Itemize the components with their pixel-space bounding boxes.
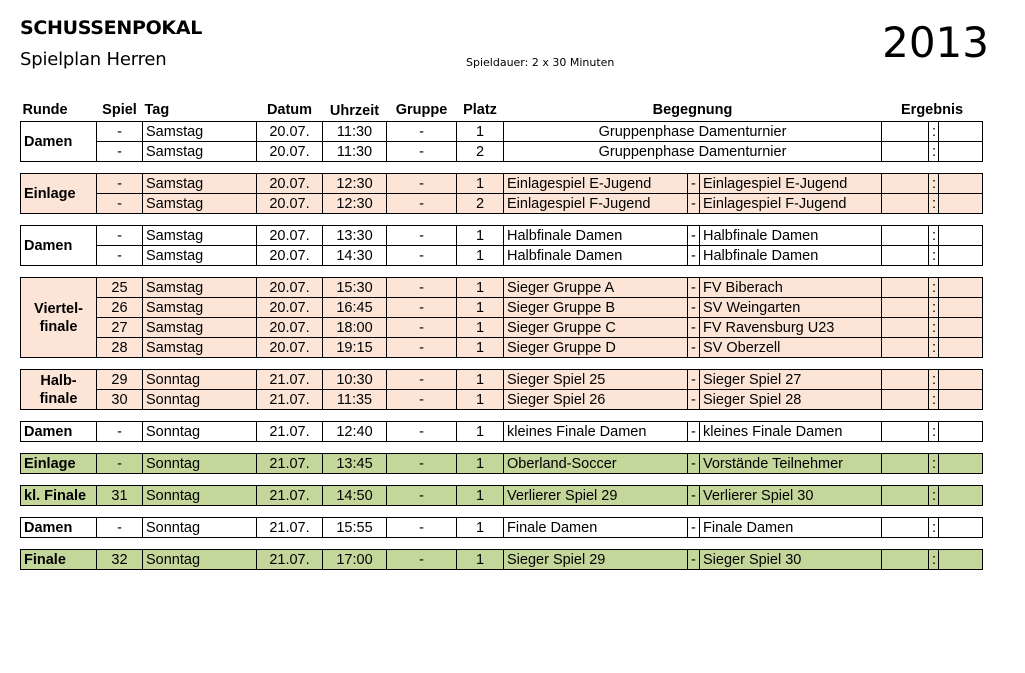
weekday: Sonntag — [143, 390, 257, 410]
spacer-cell — [21, 410, 983, 422]
match-row — [21, 422, 983, 442]
score-home — [882, 298, 929, 318]
weekday: Sonntag — [143, 550, 257, 570]
score-separator: : — [929, 550, 939, 570]
score-away — [939, 122, 983, 142]
score-away — [939, 454, 983, 474]
kickoff-time: 12:30 — [323, 174, 387, 194]
weekday: Sonntag — [143, 486, 257, 506]
fixture-separator: - — [688, 390, 700, 410]
team-away: FV Biberach — [700, 278, 882, 298]
score-separator: : — [929, 370, 939, 390]
game-number: 27 — [97, 318, 143, 338]
fixture-separator: - — [688, 486, 700, 506]
game-number: - — [97, 174, 143, 194]
date: 21.07. — [257, 550, 323, 570]
group: - — [387, 550, 457, 570]
game-number: - — [97, 194, 143, 214]
header-platz: Platz — [463, 101, 497, 118]
kickoff-time: 11:35 — [323, 390, 387, 410]
date: 20.07. — [257, 174, 323, 194]
score-home — [882, 370, 929, 390]
kickoff-time: 11:30 — [323, 122, 387, 142]
date: 20.07. — [257, 142, 323, 162]
game-number: - — [97, 142, 143, 162]
year-label: 2013 — [882, 18, 989, 67]
kickoff-time: 12:40 — [323, 422, 387, 442]
spacer-cell — [21, 442, 983, 454]
match-row — [21, 550, 983, 570]
score-home — [882, 194, 929, 214]
score-away — [939, 226, 983, 246]
date: 20.07. — [257, 246, 323, 266]
match-row — [21, 338, 983, 358]
team-home: Verlierer Spiel 29 — [504, 486, 688, 506]
score-home — [882, 518, 929, 538]
date: 21.07. — [257, 454, 323, 474]
weekday: Sonntag — [143, 370, 257, 390]
fixture-separator: - — [688, 318, 700, 338]
round-label-line: finale — [39, 318, 78, 335]
pitch: 1 — [457, 298, 504, 318]
pitch: 1 — [457, 390, 504, 410]
date: 20.07. — [257, 122, 323, 142]
kickoff-time: 12:30 — [323, 194, 387, 214]
score-home — [882, 246, 929, 266]
team-away: Sieger Spiel 28 — [700, 390, 882, 410]
group: - — [387, 298, 457, 318]
match-row — [21, 278, 983, 298]
match-row — [21, 370, 983, 390]
page-title: SCHUSSENPOKAL — [20, 17, 203, 39]
round-label — [21, 370, 97, 410]
match-row — [21, 454, 983, 474]
match-row — [21, 246, 983, 266]
team-home: Sieger Spiel 25 — [504, 370, 688, 390]
score-home — [882, 422, 929, 442]
fixture-separator: - — [688, 174, 700, 194]
round-label: Einlage — [21, 454, 97, 474]
score-separator: : — [929, 518, 939, 538]
header-row — [21, 98, 983, 122]
match-row — [21, 174, 983, 194]
pitch: 1 — [457, 278, 504, 298]
score-home — [882, 226, 929, 246]
group: - — [387, 338, 457, 358]
kickoff-time: 13:30 — [323, 226, 387, 246]
spacer-cell — [21, 266, 983, 278]
match-row — [21, 194, 983, 214]
date: 21.07. — [257, 390, 323, 410]
team-away: Verlierer Spiel 30 — [700, 486, 882, 506]
score-home — [882, 142, 929, 162]
date: 20.07. — [257, 338, 323, 358]
game-number: - — [97, 454, 143, 474]
kickoff-time: 10:30 — [323, 370, 387, 390]
weekday: Samstag — [143, 298, 257, 318]
pitch: 2 — [457, 142, 504, 162]
team-home: kleines Finale Damen — [504, 422, 688, 442]
weekday: Samstag — [143, 246, 257, 266]
team-away: SV Weingarten — [700, 298, 882, 318]
round-label: kl. Finale — [21, 486, 97, 506]
fixture-separator: - — [688, 338, 700, 358]
pitch: 1 — [457, 338, 504, 358]
score-separator: : — [929, 390, 939, 410]
header-begegnung: Begegnung — [652, 101, 733, 118]
pitch: 1 — [457, 318, 504, 338]
game-number: - — [97, 122, 143, 142]
score-separator: : — [929, 278, 939, 298]
score-home — [882, 390, 929, 410]
team-home: Einlagespiel E-Jugend — [504, 174, 688, 194]
fixture-separator: - — [688, 194, 700, 214]
team-home: Sieger Gruppe C — [504, 318, 688, 338]
pitch: 1 — [457, 422, 504, 442]
round-label-line: finale — [39, 390, 78, 407]
team-away: FV Ravensburg U23 — [700, 318, 882, 338]
score-away — [939, 194, 983, 214]
spacer-row — [21, 266, 983, 278]
date: 21.07. — [257, 518, 323, 538]
score-away — [939, 246, 983, 266]
kickoff-time: 13:45 — [323, 454, 387, 474]
score-away — [939, 518, 983, 538]
team-away: Einlagespiel F-Jugend — [700, 194, 882, 214]
pitch: 1 — [457, 486, 504, 506]
group: - — [387, 454, 457, 474]
fixture-separator: - — [688, 550, 700, 570]
score-away — [939, 318, 983, 338]
spacer-row — [21, 358, 983, 370]
date: 21.07. — [257, 486, 323, 506]
fixture-separator: - — [688, 518, 700, 538]
date: 20.07. — [257, 278, 323, 298]
score-away — [939, 174, 983, 194]
group: - — [387, 226, 457, 246]
pitch: 2 — [457, 194, 504, 214]
kickoff-time: 14:30 — [323, 246, 387, 266]
pitch: 1 — [457, 174, 504, 194]
kickoff-time: 17:00 — [323, 550, 387, 570]
round-label: Damen — [21, 422, 97, 442]
score-home — [882, 122, 929, 142]
score-separator: : — [929, 454, 939, 474]
match-row — [21, 318, 983, 338]
weekday: Sonntag — [143, 518, 257, 538]
game-number: 28 — [97, 338, 143, 358]
game-number: 25 — [97, 278, 143, 298]
round-label — [21, 278, 97, 358]
kickoff-time: 11:30 — [323, 142, 387, 162]
score-separator: : — [929, 142, 939, 162]
kickoff-time: 15:30 — [323, 278, 387, 298]
score-away — [939, 390, 983, 410]
fixture-separator: - — [688, 226, 700, 246]
group: - — [387, 518, 457, 538]
game-number: 26 — [97, 298, 143, 318]
score-away — [939, 550, 983, 570]
kickoff-time: 14:50 — [323, 486, 387, 506]
group: - — [387, 246, 457, 266]
score-away — [939, 298, 983, 318]
round-label: Damen — [21, 518, 97, 538]
header-runde: Runde — [22, 101, 68, 118]
team-away: Sieger Spiel 27 — [700, 370, 882, 390]
weekday: Samstag — [143, 142, 257, 162]
score-away — [939, 486, 983, 506]
fixture-separator: - — [688, 246, 700, 266]
weekday: Sonntag — [143, 454, 257, 474]
fixture-separator: - — [688, 370, 700, 390]
team-home: Sieger Spiel 26 — [504, 390, 688, 410]
weekday: Samstag — [143, 194, 257, 214]
match-duration-note: Spieldauer: 2 x 30 Minuten — [466, 56, 615, 69]
fixture-separator: - — [688, 278, 700, 298]
fixture: Gruppenphase Damenturnier — [504, 122, 882, 142]
round-label: Finale — [21, 550, 97, 570]
team-home: Finale Damen — [504, 518, 688, 538]
score-separator: : — [929, 486, 939, 506]
group: - — [387, 122, 457, 142]
fixture-separator: - — [688, 298, 700, 318]
header-ergebnis: Ergebnis — [901, 101, 964, 118]
header-datum: Datum — [266, 101, 313, 118]
group: - — [387, 142, 457, 162]
score-home — [882, 454, 929, 474]
weekday: Samstag — [143, 318, 257, 338]
group: - — [387, 174, 457, 194]
team-away: Einlagespiel E-Jugend — [700, 174, 882, 194]
date: 20.07. — [257, 298, 323, 318]
team-home: Oberland-Soccer — [504, 454, 688, 474]
spacer-cell — [21, 474, 983, 486]
group: - — [387, 318, 457, 338]
team-away: SV Oberzell — [700, 338, 882, 358]
team-home: Sieger Gruppe A — [504, 278, 688, 298]
match-row — [21, 518, 983, 538]
date: 21.07. — [257, 422, 323, 442]
score-separator: : — [929, 318, 939, 338]
spacer-cell — [21, 358, 983, 370]
score-separator: : — [929, 298, 939, 318]
header-gruppe: Gruppe — [395, 101, 448, 118]
game-number: - — [97, 422, 143, 442]
group: - — [387, 278, 457, 298]
pitch: 1 — [457, 122, 504, 142]
pitch: 1 — [457, 550, 504, 570]
spacer-row — [21, 538, 983, 550]
score-home — [882, 318, 929, 338]
group: - — [387, 422, 457, 442]
fixture-separator: - — [688, 454, 700, 474]
fixture-separator: - — [688, 422, 700, 442]
match-row — [21, 390, 983, 410]
spacer-cell — [21, 162, 983, 174]
spacer-row — [21, 410, 983, 422]
page-subtitle: Spielplan Herren — [20, 49, 167, 70]
spacer-row — [21, 162, 983, 174]
game-number: 32 — [97, 550, 143, 570]
weekday: Samstag — [143, 278, 257, 298]
spacer-cell — [21, 506, 983, 518]
kickoff-time: 15:55 — [323, 518, 387, 538]
group: - — [387, 486, 457, 506]
schedule-table — [20, 98, 983, 570]
weekday: Sonntag — [143, 422, 257, 442]
pitch: 1 — [457, 370, 504, 390]
game-number: 29 — [97, 370, 143, 390]
score-home — [882, 278, 929, 298]
spacer-row — [21, 506, 983, 518]
score-home — [882, 338, 929, 358]
match-row — [21, 298, 983, 318]
fixture: Gruppenphase Damenturnier — [504, 142, 882, 162]
group: - — [387, 370, 457, 390]
score-separator: : — [929, 194, 939, 214]
header-tag: Tag — [144, 101, 170, 118]
header-spiel: Spiel — [102, 101, 137, 118]
round-label: Einlage — [21, 174, 97, 214]
team-home: Halbfinale Damen — [504, 226, 688, 246]
match-row — [21, 486, 983, 506]
team-away: Finale Damen — [700, 518, 882, 538]
score-away — [939, 278, 983, 298]
score-separator: : — [929, 246, 939, 266]
pitch: 1 — [457, 226, 504, 246]
score-separator: : — [929, 174, 939, 194]
kickoff-time: 19:15 — [323, 338, 387, 358]
team-away: Halbfinale Damen — [700, 246, 882, 266]
pitch: 1 — [457, 246, 504, 266]
round-label-line: Halb- — [40, 372, 77, 389]
match-row — [21, 142, 983, 162]
spacer-row — [21, 214, 983, 226]
spacer-row — [21, 474, 983, 486]
group: - — [387, 390, 457, 410]
weekday: Samstag — [143, 338, 257, 358]
score-separator: : — [929, 422, 939, 442]
spacer-row — [21, 442, 983, 454]
weekday: Samstag — [143, 174, 257, 194]
score-separator: : — [929, 226, 939, 246]
team-home: Sieger Spiel 29 — [504, 550, 688, 570]
game-number: 30 — [97, 390, 143, 410]
header-uhrzeit: Uhrzeit — [329, 103, 380, 119]
game-number: - — [97, 226, 143, 246]
score-away — [939, 422, 983, 442]
round-label: Damen — [21, 122, 97, 162]
round-label-line: Viertel- — [34, 300, 83, 317]
date: 21.07. — [257, 370, 323, 390]
score-home — [882, 486, 929, 506]
score-away — [939, 338, 983, 358]
score-home — [882, 174, 929, 194]
spacer-cell — [21, 214, 983, 226]
pitch: 1 — [457, 518, 504, 538]
date: 20.07. — [257, 226, 323, 246]
spacer-cell — [21, 538, 983, 550]
kickoff-time: 16:45 — [323, 298, 387, 318]
score-away — [939, 142, 983, 162]
date: 20.07. — [257, 194, 323, 214]
score-home — [882, 550, 929, 570]
game-number: 31 — [97, 486, 143, 506]
match-row — [21, 122, 983, 142]
team-away: Halbfinale Damen — [700, 226, 882, 246]
weekday: Samstag — [143, 122, 257, 142]
match-row — [21, 226, 983, 246]
group: - — [387, 194, 457, 214]
team-away: Sieger Spiel 30 — [700, 550, 882, 570]
pitch: 1 — [457, 454, 504, 474]
team-home: Einlagespiel F-Jugend — [504, 194, 688, 214]
round-label: Damen — [21, 226, 97, 266]
weekday: Samstag — [143, 226, 257, 246]
team-home: Sieger Gruppe D — [504, 338, 688, 358]
kickoff-time: 18:00 — [323, 318, 387, 338]
score-separator: : — [929, 122, 939, 142]
score-away — [939, 370, 983, 390]
schedule-body — [21, 122, 983, 570]
game-number: - — [97, 246, 143, 266]
score-separator: : — [929, 338, 939, 358]
team-away: kleines Finale Damen — [700, 422, 882, 442]
date: 20.07. — [257, 318, 323, 338]
team-away: Vorstände Teilnehmer — [700, 454, 882, 474]
team-home: Halbfinale Damen — [504, 246, 688, 266]
game-number: - — [97, 518, 143, 538]
team-home: Sieger Gruppe B — [504, 298, 688, 318]
